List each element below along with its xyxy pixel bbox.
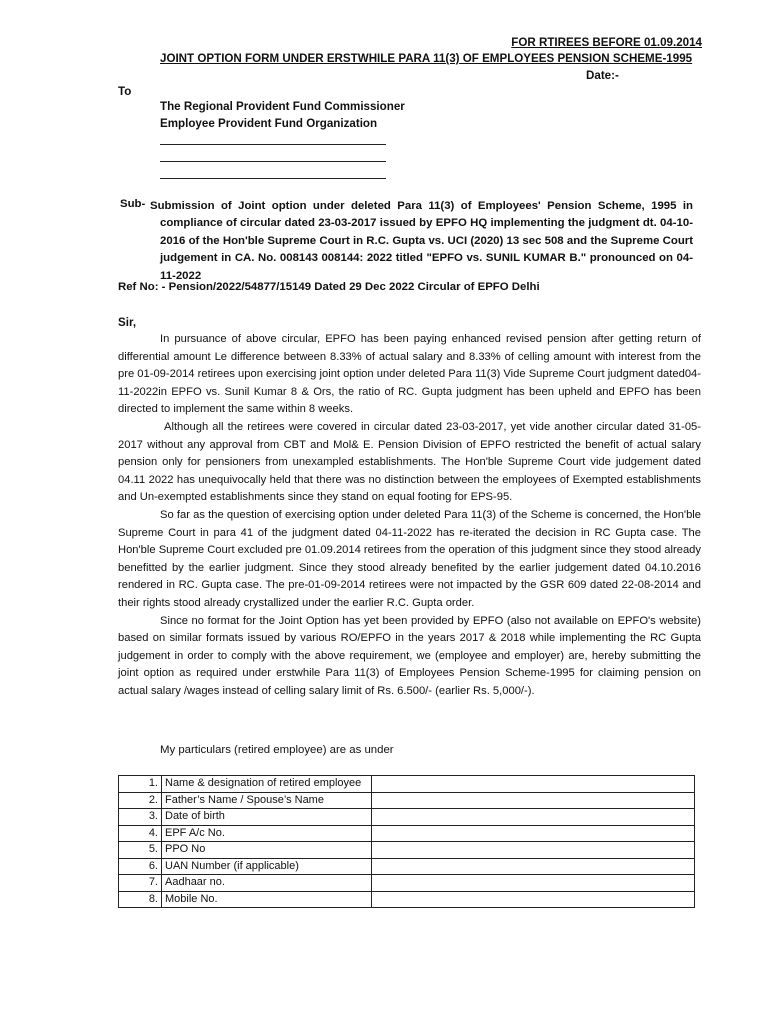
field-label: Father’s Name / Spouse’s Name: [162, 792, 372, 809]
field-value-cell[interactable]: [372, 825, 695, 842]
salutation: Sir,: [118, 316, 137, 329]
field-value-cell[interactable]: [372, 842, 695, 859]
table-row: [119, 809, 695, 826]
field-value-cell[interactable]: [372, 792, 695, 809]
field-label: Mobile No.: [162, 891, 372, 908]
table-row: [119, 875, 695, 892]
table-row: [119, 858, 695, 875]
paragraph: So far as the question of exercising option under deleted Para 11(3) of the Scheme is concerned, the Hon'ble Supreme Court in para 41 of the judgment dated 04-11-2022 has re-iterated the decision in RC Gupta case. The Hon'ble Supreme Court excluded pre 01.09.2014 retirees from the operation of this judgment since they stood already benefitted by the earlier judgment. Since they stood already benefited by the earlier judgement dated 04.10.2016 rendered in RC. Gupta case. The pre-01-09-2014 retirees were not impacted by the GSR 609 dated 22-08-2014 and their rights stood already crystallized under the earlier R.C. Gupta order.: [118, 508, 701, 609]
subject-text: Submission of Joint option under deleted Para 11(3) of Employees' Pension Scheme, 1995 in compliance of circular dated 23-03-2017 issued by EPFO HQ implementing the judgment dt. 04-10-2016 of the Hon'ble Supreme Court in R.C. Gupta vs. UCI (2020) 13 sec 508 and the Supreme Court judgement in CA. No. 008143 008144: 2022 titled "EPFO vs. SUNIL KUMAR B." pronounced on 04-11-2022: [150, 200, 693, 282]
field-label: PPO No: [162, 842, 372, 859]
address-blank-line[interactable]: [160, 143, 386, 145]
table-row: [119, 842, 695, 859]
particulars-intro: My particulars (retired employee) are as under: [160, 744, 394, 756]
field-label: EPF A/c No.: [162, 825, 372, 842]
row-number: 6.: [119, 858, 162, 875]
field-value-cell[interactable]: [372, 875, 695, 892]
paragraph: In pursuance of above circular, EPFO has been paying enhanced revised pension after getting return of differential amount Le difference between 8.33% of actual salary and 8.33% of celling amount with interest from the pre 01-09-2014 retirees upon exercising joint option under deleted Para 11(3) Vide Supreme Court judgment dated04-11-2022in EPFO vs. Sunil Kumar 8 & Ors, the ratio of RC. Gupta judgment has been upheld and EPFO has been directed to implement the same within 8 weeks.: [118, 333, 701, 416]
field-label: Aadhaar no.: [162, 875, 372, 892]
field-label: UAN Number (if applicable): [162, 858, 372, 875]
row-number: 2.: [119, 792, 162, 809]
subject-label: Sub-: [120, 198, 146, 210]
body-text: [118, 331, 701, 700]
row-number: 5.: [119, 842, 162, 859]
date-label: Date:-: [586, 69, 619, 82]
row-number: 4.: [119, 825, 162, 842]
table-row: [119, 776, 695, 793]
field-value-cell[interactable]: [372, 891, 695, 908]
addressee-line-1: The Regional Provident Fund Commissioner: [160, 100, 405, 113]
field-value-cell[interactable]: [372, 776, 695, 793]
particulars-table: [118, 775, 695, 908]
address-blank-line[interactable]: [160, 177, 386, 179]
row-number: 1.: [119, 776, 162, 793]
retiree-category-note: FOR RTIREES BEFORE 01.09.2014: [511, 36, 702, 49]
field-value-cell[interactable]: [372, 858, 695, 875]
row-number: 3.: [119, 809, 162, 826]
paragraph: Since no format for the Joint Option has yet been provided by EPFO (also not available on EPFO's website) based on similar formats issued by various RO/EPFO in the years 2017 & 2018 while implementing the RC Gupta judgement in order to comply with the above requirement, we (employee and employer) are, hereby submitting the joint option as required under erstwhile Para 11(3) of Employees Pension Scheme-1995 for claiming pension on actual salary /wages instead of celling salary limit of Rs. 6.500/- (earlier Rs. 5,000/-).: [118, 614, 701, 697]
field-label: Date of birth: [162, 809, 372, 826]
field-value-cell[interactable]: [372, 809, 695, 826]
reference-line: Ref No: - Pension/2022/54877/15149 Dated 29 Dec 2022 Circular of EPFO Delhi: [118, 281, 540, 293]
table-row: [119, 891, 695, 908]
row-number: 7.: [119, 875, 162, 892]
form-title: JOINT OPTION FORM UNDER ERSTWHILE PARA 11(3) OF EMPLOYEES PENSION SCHEME-1995: [160, 52, 693, 65]
addressee-line-2: Employee Provident Fund Organization: [160, 117, 378, 130]
row-number: 8.: [119, 891, 162, 908]
to-label: To: [118, 85, 132, 98]
address-blank-line[interactable]: [160, 160, 386, 162]
field-label: Name & designation of retired employee: [162, 776, 372, 793]
table-row: [119, 825, 695, 842]
table-row: [119, 792, 695, 809]
paragraph: Although all the retirees were covered in circular dated 23-03-2017, yet vide another circular dated 31-05-2017 without any approval from CBT and Mol& E. Pension Division of EPFO restricted the benefit of actual salary pension only for pensioners from unexampled establishments. The Hon'ble Supreme Court vide judgement dated 04.11 2022 has unequivocally held that there was no distinction between the employees of Exempted establishments and Un-exempted establishments since they stand on equal footing for EPS-95.: [118, 420, 701, 504]
